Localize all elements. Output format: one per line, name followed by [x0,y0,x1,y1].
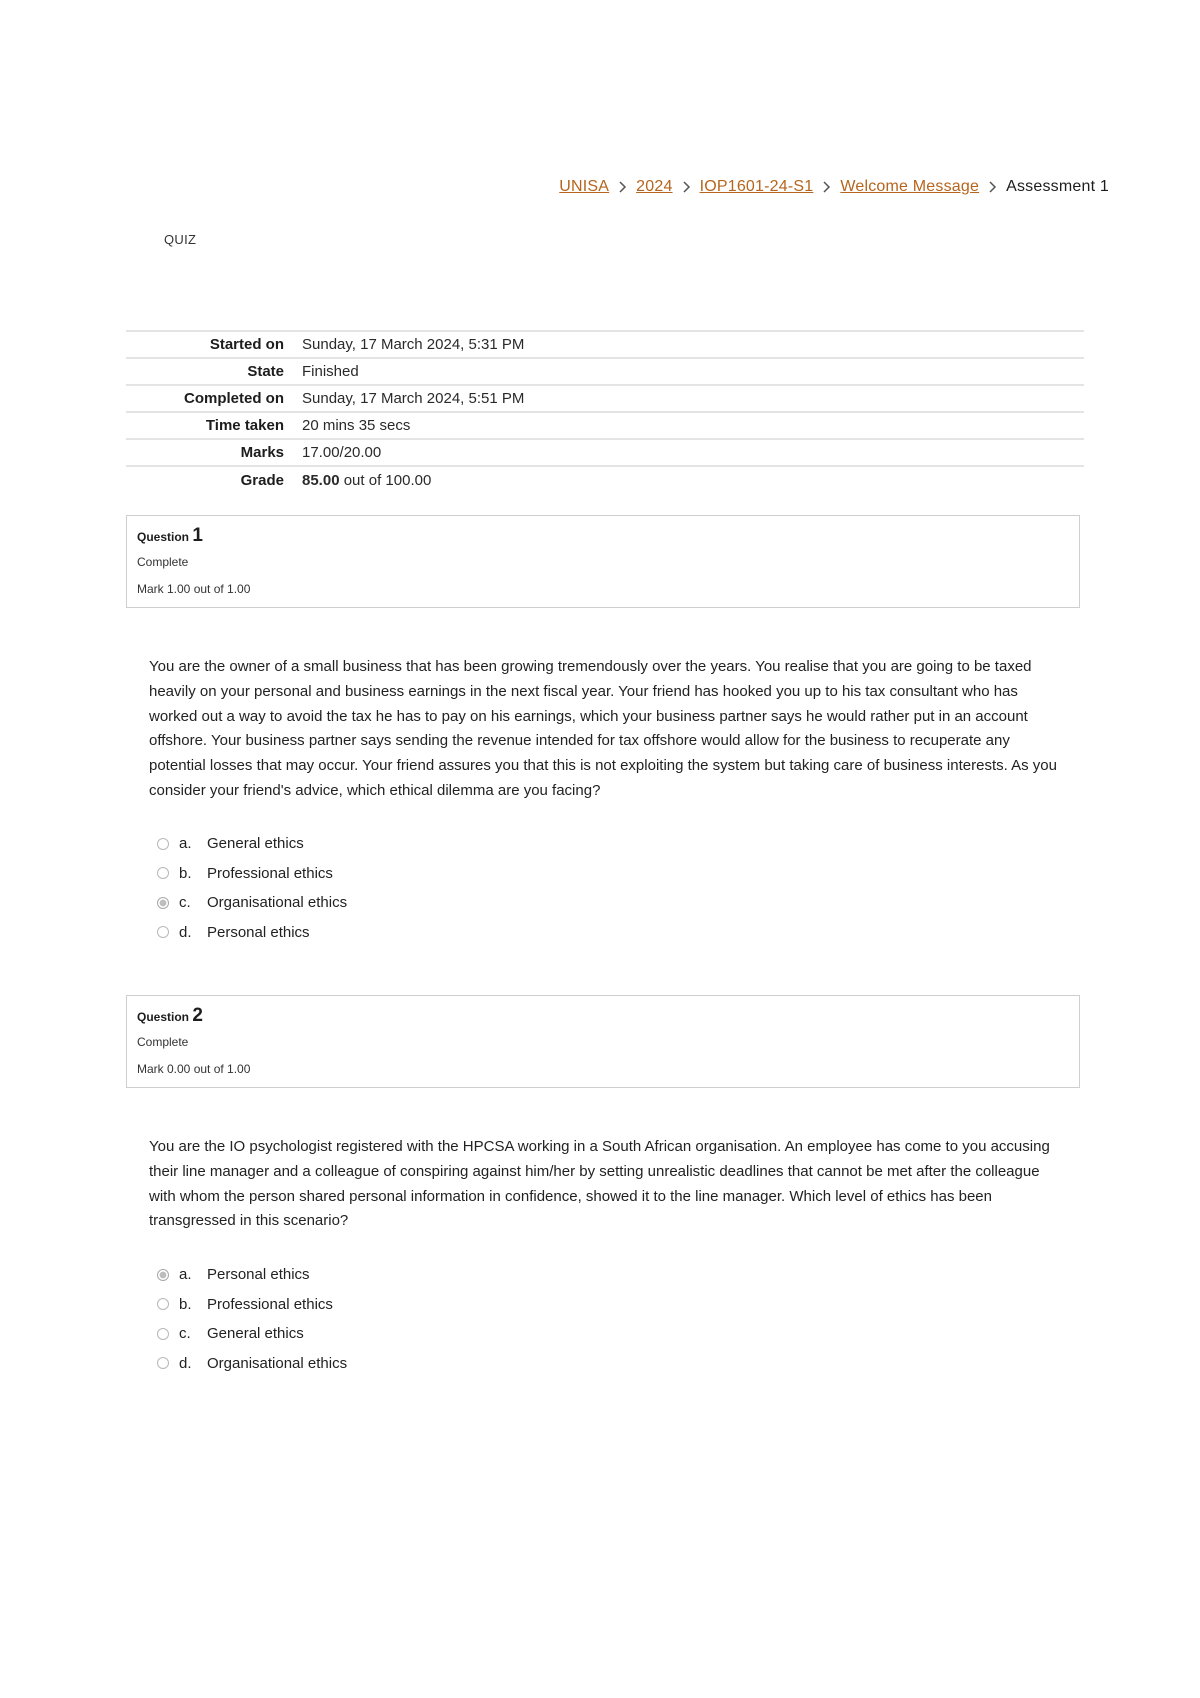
answer-letter: c. [179,894,191,912]
question-info-box [126,995,1080,1088]
question-text: You are the owner of a small business that has been growing tremendously over the years. You realise that you are going to be taxed heavily on your personal and business earnings in the next fiscal year. Your friend has hooked you up to his tax consultant who has worked out a way to avoid the tax he has to pay on his earnings, which your business partner says he would rather put in an account offshore. Your business partner says sending the revenue intended for tax offshore would allow for the business to recuperate any potential losses that may occur. Your friend assures you that this is not exploiting the system but taking care of business interests. As you consider your friend's advice, which ethical dilemma are you facing? [149,658,1057,799]
answer-option-d[interactable] [157,918,347,948]
chevron-right-icon [618,181,627,193]
answer-text: Professional ethics [207,1295,333,1313]
question-info-box [126,515,1080,608]
answer-text: Organisational ethics [207,1354,348,1372]
radio-button[interactable] [157,1328,169,1340]
answer-letter: b. [179,864,192,882]
answer-letter: b. [179,1295,192,1313]
answer-text: Organisational ethics [207,894,348,912]
question-title [137,1005,1069,1027]
grade-value: 85.00 [302,471,340,489]
question-label: Question [137,530,190,544]
summary-value [298,466,1084,493]
summary-row-started [126,331,1084,358]
summary-row-time-taken [126,412,1084,439]
question-number: 2 [192,1005,203,1026]
answer-option-b[interactable] [157,1290,347,1320]
question-state: Complete [137,555,189,569]
breadcrumb-link-welcome[interactable]: Welcome Message [840,178,980,195]
breadcrumb-current: Assessment 1 [1006,178,1109,195]
summary-label: State [247,363,284,380]
answer-option-b[interactable] [157,859,347,889]
answer-options [157,829,347,947]
summary-value: 17.00/20.00 [302,444,382,461]
breadcrumb-link-unisa[interactable]: UNISA [559,178,610,195]
summary-value: 20 mins 35 secs [302,417,411,434]
question-number: 1 [192,525,203,546]
summary-value: Sunday, 17 March 2024, 5:31 PM [302,336,525,353]
answer-letter: d. [179,923,192,941]
answer-text: General ethics [207,835,304,853]
answer-letter: a. [179,1266,192,1284]
answer-text: General ethics [207,1325,304,1343]
answer-text: Personal ethics [207,1266,310,1284]
answer-options [157,1260,347,1378]
answer-option-c[interactable] [157,1319,347,1349]
answer-option-a[interactable] [157,829,347,859]
radio-button[interactable] [157,1357,169,1369]
breadcrumb-link-course[interactable]: IOP1601-24-S1 [699,178,814,195]
grade-suffix: out of 100.00 [343,471,432,489]
radio-button[interactable] [157,867,169,879]
question-state: Complete [137,1035,189,1049]
summary-row-marks [126,439,1084,466]
summary-row-state [126,358,1084,385]
question-mark: Mark 1.00 out of 1.00 [137,582,251,596]
attempt-summary-table [126,330,1084,493]
question-title [137,525,1069,547]
summary-label: Grade [240,471,284,489]
summary-label: Completed on [184,390,284,407]
radio-button[interactable] [157,838,169,850]
summary-label: Started on [209,336,284,353]
answer-text: Personal ethics [207,923,310,941]
summary-label: Marks [240,444,284,461]
chevron-right-icon [988,181,997,193]
radio-button-selected[interactable] [157,1269,169,1281]
breadcrumb [559,178,1109,196]
summary-row-grade [126,466,1084,493]
summary-value: Sunday, 17 March 2024, 5:51 PM [302,390,525,407]
chevron-right-icon [682,181,691,193]
answer-option-c[interactable] [157,888,347,918]
radio-button[interactable] [157,1298,169,1310]
answer-letter: c. [179,1325,191,1343]
answer-letter: d. [179,1354,192,1372]
quiz-label: QUIZ [164,232,197,247]
breadcrumb-link-year[interactable]: 2024 [636,178,673,195]
radio-button-selected[interactable] [157,897,169,909]
question-label: Question [137,1010,190,1024]
radio-button[interactable] [157,926,169,938]
summary-value: Finished [302,363,359,380]
answer-text: Professional ethics [207,864,333,882]
question-mark: Mark 0.00 out of 1.00 [137,1062,251,1076]
question-text: You are the IO psychologist registered with the HPCSA working in a South African organisation. An employee has come to you accusing their line manager and a colleague of conspiring against him/her by setting unrealistic deadlines that cannot be met after the colleague with whom the person shared personal information in confidence, showed it to the line manager. Which level of ethics has been transgressed in this scenario? [149,1138,1050,1230]
answer-option-a[interactable] [157,1260,347,1290]
answer-letter: a. [179,835,192,853]
answer-option-d[interactable] [157,1349,347,1379]
summary-row-completed [126,385,1084,412]
chevron-right-icon [822,181,831,193]
summary-label: Time taken [205,417,284,434]
